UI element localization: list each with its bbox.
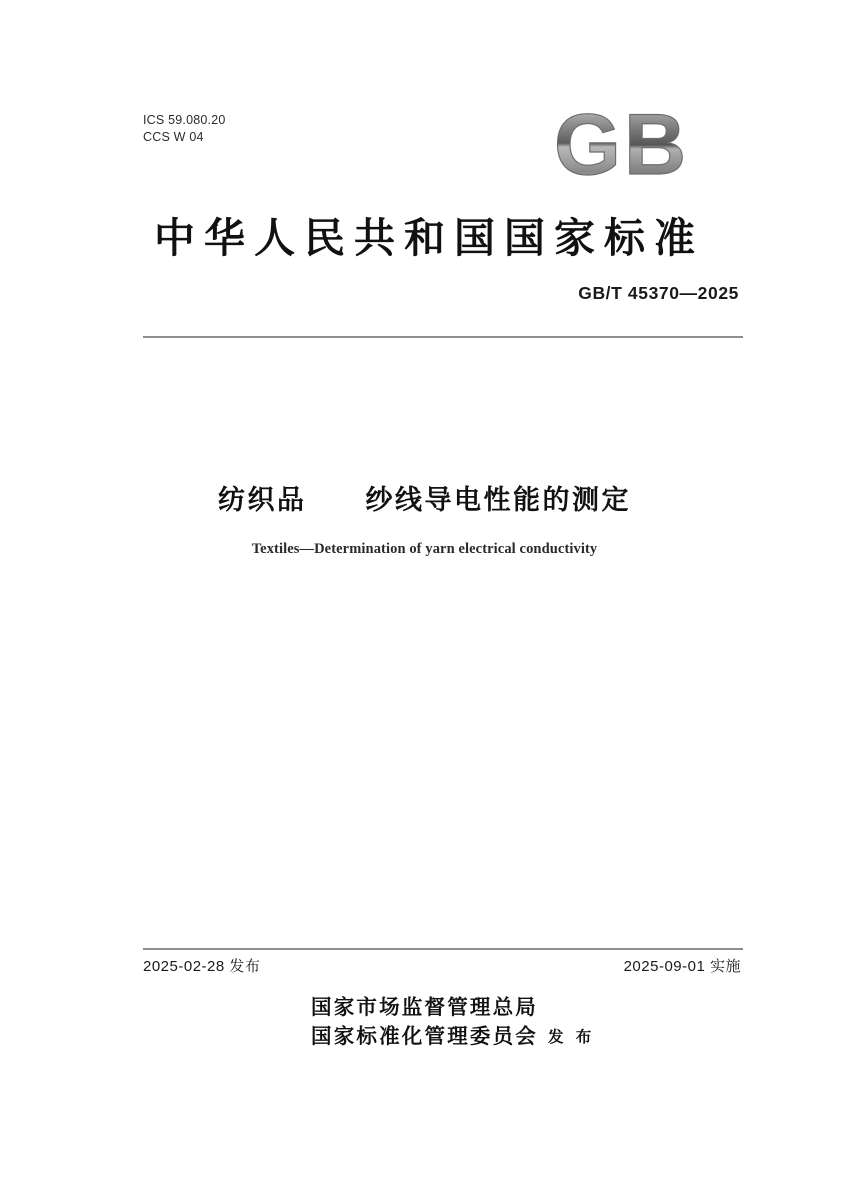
publisher-block xyxy=(0,993,849,1051)
publisher-names xyxy=(311,993,538,1051)
svg-text:G: G xyxy=(554,104,621,186)
classification-codes xyxy=(143,112,226,146)
publisher-inner xyxy=(311,993,596,1051)
standard-number: GB/T 45370—2025 xyxy=(578,283,739,303)
publisher-verb: 发 布 xyxy=(548,1029,596,1047)
document-title-english: Textiles—Determination of yarn electrical conductivity xyxy=(251,541,598,557)
page-title: 中华人民共和国国家标准 xyxy=(154,215,704,261)
divider-top xyxy=(143,336,743,338)
gb-emblem-icon xyxy=(552,104,708,186)
implementation-date: 2025-09-01 实施 xyxy=(623,958,741,975)
svg-text:B: B xyxy=(624,104,687,186)
ics-code: ICS 59.080.20 xyxy=(143,113,226,127)
divider-bottom xyxy=(143,948,743,950)
publisher-line-2: 国家标准化管理委员会 xyxy=(311,1025,538,1049)
publisher-line-1: 国家市场监督管理总局 xyxy=(311,996,538,1019)
issue-date: 2025-02-28 发布 xyxy=(143,958,261,975)
document-title-chinese: 纺织品 纱线导电性能的测定 xyxy=(218,485,631,515)
ccs-code: CCS W 04 xyxy=(143,129,204,144)
